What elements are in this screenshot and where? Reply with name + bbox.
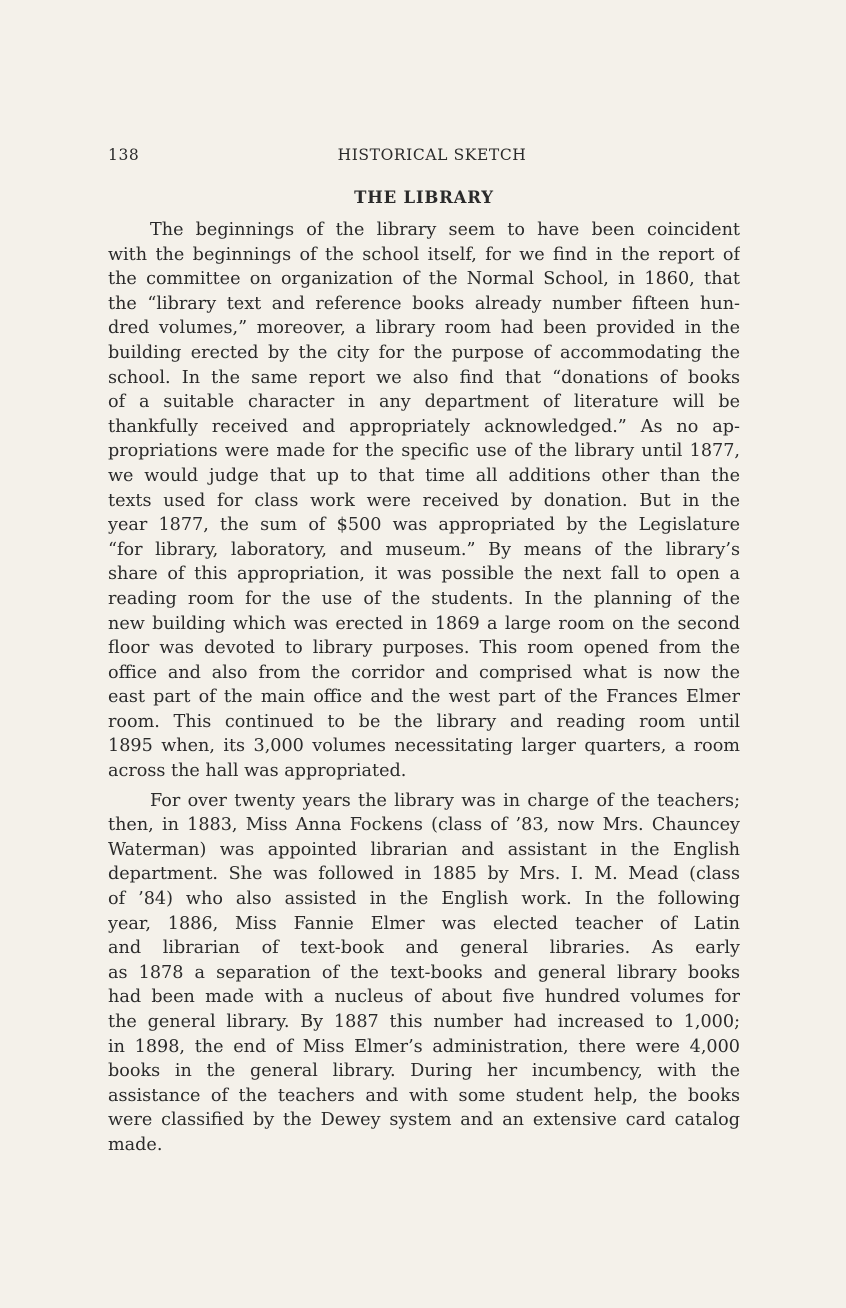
text-line: of ’84) who also assisted in the English work. In the following <box>108 889 740 910</box>
text-line: of a suitable character in any department of literature will be <box>108 392 740 413</box>
text-line: school. In the same report we also find that “donations of books <box>108 367 740 388</box>
text-line: and librarian of text-book and general libraries. As early <box>108 938 740 959</box>
text-line: department. She was followed in 1885 by Mrs. I. M. Mead (class <box>108 864 740 885</box>
running-title: HISTORICAL SKETCH <box>337 146 527 164</box>
text-line: made. <box>108 1134 163 1155</box>
text-line: floor was devoted to library purposes. This room opened from the <box>108 638 740 659</box>
text-line: east part of the main office and the west part of the Frances Elmer <box>108 687 740 708</box>
text-line: dred volumes,” moreover, a library room had been provided in the <box>108 318 740 339</box>
text-line: “for library, laboratory, and museum.” By means of the library’s <box>108 539 740 560</box>
text-line: room. This continued to be the library and reading room until <box>108 711 740 732</box>
text-line: we would judge that up to that time all additions other than the <box>108 465 740 486</box>
text-line: the committee on organization of the Normal School, in 1860, that <box>108 269 740 290</box>
text-line: office and also from the corridor and comprised what is now the <box>108 662 740 683</box>
text-line: Waterman) was appointed librarian and assistant in the English <box>108 839 740 860</box>
section-title: THE LIBRARY <box>354 188 494 207</box>
page-number: 138 <box>108 146 140 164</box>
text-line: year, 1886, Miss Fannie Elmer was elected teacher of Latin <box>108 913 740 934</box>
body-text <box>108 218 740 1158</box>
text-line: The beginnings of the library seem to have been coincident <box>150 220 740 240</box>
text-line: share of this appropriation, it was possible the next fall to open a <box>108 564 740 585</box>
text-line: building erected by the city for the purpose of accommodating the <box>108 342 740 363</box>
text-line: books in the general library. During her incumbency, with the <box>108 1061 740 1082</box>
text-line: were classified by the Dewey system and an extensive card catalog <box>108 1110 740 1131</box>
text-line: the general library. By 1887 this number had increased to 1,000; <box>108 1012 740 1032</box>
text-line: across the hall was appropriated. <box>108 761 407 782</box>
text-line: with the beginnings of the school itself, for we find in the report of <box>108 244 740 265</box>
text-line: 1895 when, its 3,000 volumes necessitating larger quarters, a room <box>108 736 740 757</box>
text-line: in 1898, the end of Miss Elmer’s administration, there were 4,000 <box>108 1036 740 1057</box>
text-line: had been made with a nucleus of about five hundred volumes for <box>108 987 740 1008</box>
text-line: assistance of the teachers and with some student help, the books <box>108 1085 740 1106</box>
text-line: propriations were made for the specific use of the library until 1877, <box>108 441 740 462</box>
paragraph-1 <box>108 218 740 784</box>
text-line: then, in 1883, Miss Anna Fockens (class of ’83, now Mrs. Chauncey <box>108 815 740 836</box>
text-line: For over twenty years the library was in charge of the teachers; <box>150 790 740 811</box>
text-line: as 1878 a separation of the text-books and general library books <box>108 962 740 983</box>
running-head <box>108 146 740 170</box>
text-line: reading room for the use of the students. In the planning of the <box>108 588 740 609</box>
text-line: the “library text and reference books already number fifteen hun- <box>108 293 740 314</box>
paragraph-2 <box>108 789 740 1158</box>
text-line: texts used for class work were received by donation. But in the <box>108 490 740 511</box>
text-line: new building which was erected in 1869 a large room on the second <box>108 613 740 634</box>
text-line: year 1877, the sum of $500 was appropriated by the Legislature <box>108 515 740 536</box>
text-line: thankfully received and appropriately acknowledged.” As no ap- <box>108 416 740 437</box>
